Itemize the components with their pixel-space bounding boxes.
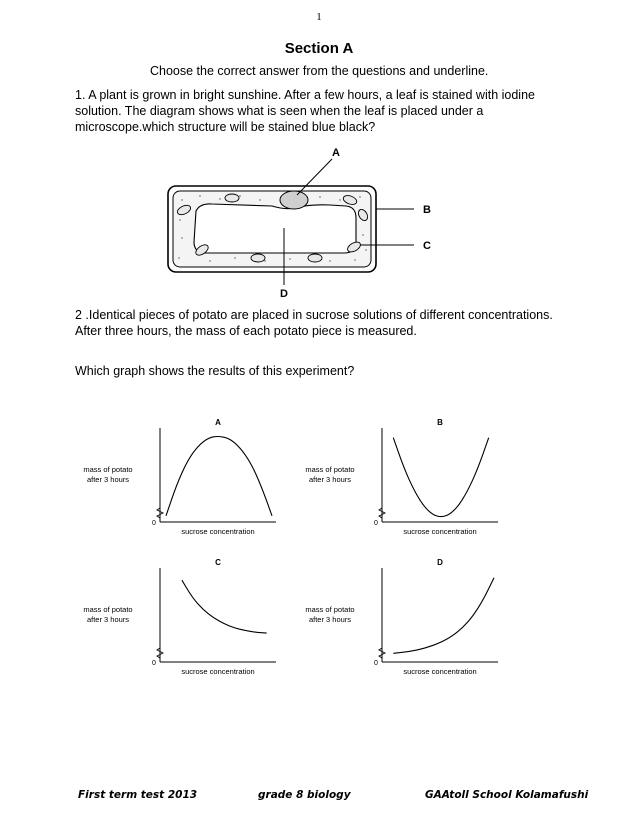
graph-title: D [437,558,443,567]
vacuole [194,204,356,253]
graph-c [83,558,276,676]
footer [0,789,638,807]
plant-cell-diagram [160,140,450,300]
x-axis-label: sucrose concentration [403,527,477,536]
question-2-prompt: Which graph shows the results of this experiment? [75,364,355,378]
graph-title: A [215,418,221,427]
question-1-text [75,87,575,135]
series-line [393,578,494,654]
instruction-text: Choose the correct answer from the questions and underline. [150,64,489,78]
question-2-line: After three hours, the mass of each potato piece is measured. [75,324,417,338]
graph-title: C [215,558,221,567]
page-number: 1 [316,11,322,23]
origin-label: 0 [152,660,156,667]
series-line [166,436,272,515]
x-axis-label: sucrose concentration [181,527,255,536]
series-line [393,438,488,517]
graph-d [305,558,498,676]
origin-label: 0 [374,520,378,527]
question-1-line: solution. The diagram shows what is seen when the leaf is placed under a [75,104,484,118]
section-title: Section A [284,40,354,57]
question-2-text [75,307,595,339]
label-a: A [332,147,340,159]
graph-a [83,418,276,536]
question-2-line: 2 .Identical pieces of potato are placed in sucrose solutions of different concentrations. [75,308,553,322]
footer-test-name: First term test 2013 [78,789,198,801]
graph-options [70,410,510,690]
y-axis-label-line-2: after 3 hours [86,475,130,484]
y-axis-label-line-1: mass of potato [305,605,355,614]
y-axis-label-line-1: mass of potato [83,605,133,614]
footer-subject: grade 8 biology [258,789,351,801]
y-axis-label-line-1: mass of potato [305,465,355,474]
graph-b [305,418,498,536]
graph-title: B [437,418,443,427]
question-1-line: microscope.which structure will be stained blue black? [75,120,376,134]
question-1-line: 1. A plant is grown in bright sunshine. After a few hours, a leaf is stained with iodine [75,88,535,102]
label-d: D [280,288,288,300]
y-axis-label-line-2: after 3 hours [308,475,352,484]
label-c: C [423,240,431,252]
footer-school: GAAtoll School Kolamafushi [425,789,589,801]
x-axis-label: sucrose concentration [181,667,255,676]
series-line [182,580,267,633]
y-axis-label-line-2: after 3 hours [308,615,352,624]
nucleus [280,191,308,209]
label-b: B [423,204,431,216]
origin-label: 0 [374,660,378,667]
y-axis-label-line-2: after 3 hours [86,615,130,624]
y-axis-label-line-1: mass of potato [83,465,133,474]
x-axis-label: sucrose concentration [403,667,477,676]
origin-label: 0 [152,520,156,527]
